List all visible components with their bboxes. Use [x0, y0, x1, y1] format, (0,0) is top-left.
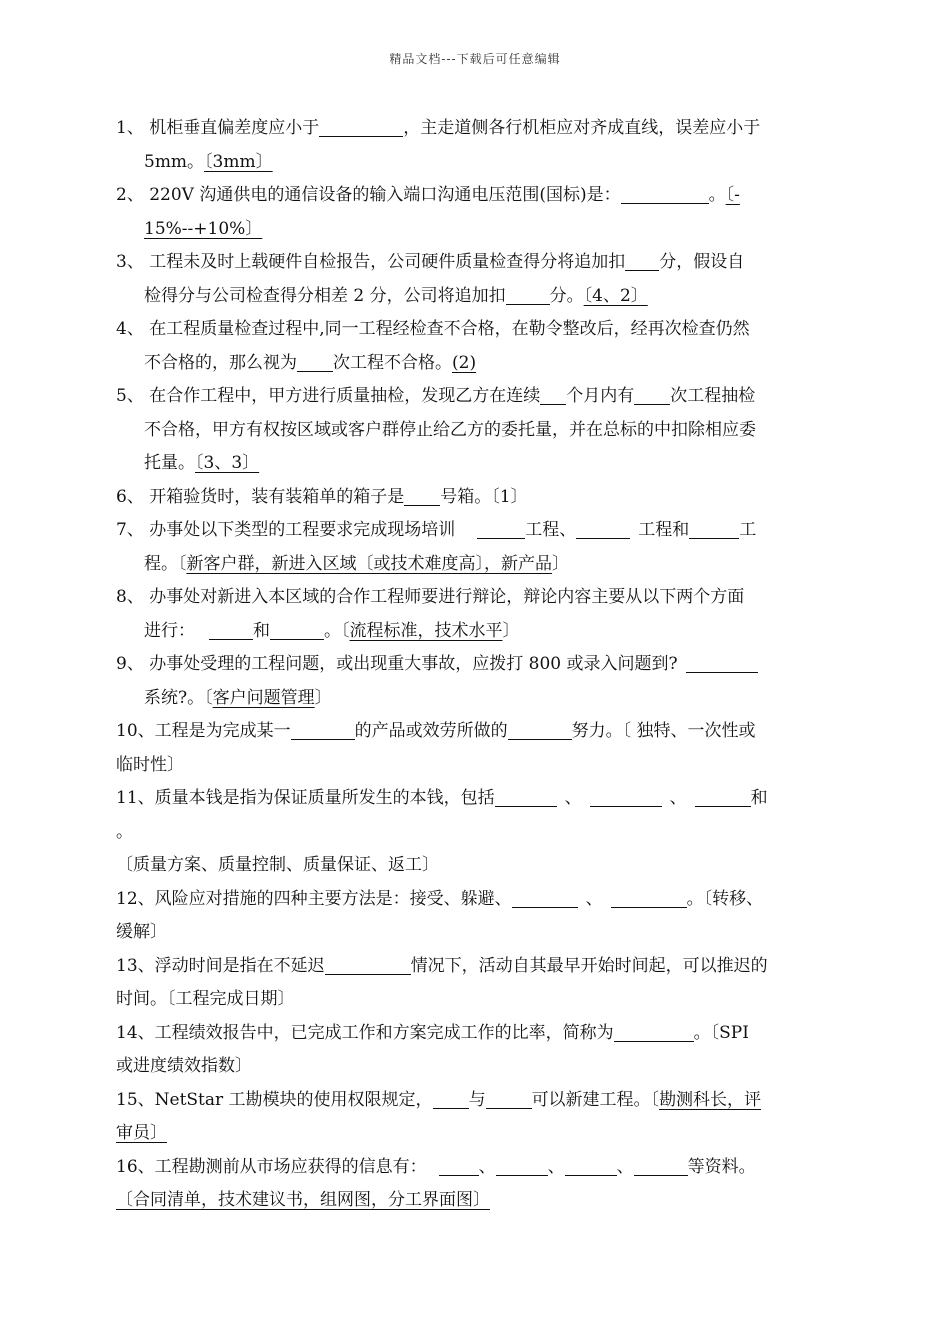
question-text: 办事处以下类型的工程要求完成现场培训	[149, 520, 456, 540]
answer-key: 〔4、2〕	[583, 285, 648, 306]
question-text: 临时性〕	[116, 754, 184, 775]
question-number: 7、	[116, 520, 144, 540]
question-text: 时间。〔工程完成日期〕	[116, 989, 295, 1009]
question-number: 13、	[116, 955, 155, 976]
question-text: 工	[739, 520, 757, 540]
question-text: 分。	[549, 285, 584, 306]
question-text: 工程勘测前从市场应获得的信息有：	[154, 1156, 427, 1177]
question-text: 号箱。〔1〕	[440, 486, 528, 507]
question-text: 不合格，甲方有权按区域或客户群停止给乙方的委托量，并在总标的中扣除相应委	[144, 419, 756, 440]
question-text: 5mm。	[144, 151, 205, 172]
answer-blank	[689, 518, 739, 539]
question-text: 。	[708, 185, 726, 205]
question-text: 〕	[552, 553, 569, 574]
question-7	[116, 514, 836, 581]
answer-key: 新客户群，新进入区域〔或技术难度高〕，新产品	[186, 553, 552, 574]
question-10	[116, 715, 836, 782]
question-text: NetStar 工勘模块的使用权限规定，	[154, 1089, 433, 1110]
answer-blank	[209, 619, 253, 640]
question-text: 质量本钱是指为保证质量所发生的本钱，包括	[154, 788, 495, 808]
answer-key: 流程标准，技术水平	[349, 620, 503, 641]
answer-blank	[495, 786, 557, 807]
answer-key: 客户问题管理	[212, 687, 315, 708]
question-text: 〕	[502, 620, 520, 641]
question-text: 的产品或效劳所做的	[354, 721, 508, 741]
question-text: 努力。〔 独特、一次性或	[571, 721, 756, 741]
question-6	[116, 481, 836, 515]
question-number: 3、	[116, 252, 144, 272]
answer-key: 〔-	[725, 185, 740, 205]
question-number: 12、	[116, 888, 155, 909]
question-text: ，主走道侧各行机柜应对齐成直线，误差应小于	[403, 118, 761, 138]
answer-blank	[439, 1155, 479, 1176]
answer-blank	[433, 1088, 469, 1109]
question-11	[116, 782, 836, 883]
question-text: 、	[585, 888, 603, 909]
question-text: 工程是为完成某一	[154, 721, 291, 741]
question-text: 或进度绩效指数〕	[116, 1056, 252, 1076]
question-text: 〕	[314, 687, 332, 708]
answer-key: 〔3、3〕	[195, 453, 260, 473]
answer-blank	[625, 250, 659, 271]
question-4	[116, 313, 836, 380]
page-header: 精品文档---下载后可任意编辑	[389, 52, 561, 66]
answer-blank	[634, 384, 670, 405]
question-text: 工程、	[525, 520, 577, 540]
answer-blank	[621, 183, 709, 204]
question-8	[116, 581, 836, 648]
question-text: 、	[669, 788, 687, 808]
question-text: 进行：	[144, 620, 195, 641]
question-number: 2、	[116, 185, 144, 205]
question-number: 4、	[116, 319, 144, 339]
question-text: 系统?。〔	[144, 687, 213, 708]
answer-key: 〔合同清单，技术建议书，组网图，分工界面图〕	[116, 1190, 490, 1210]
answer-blank	[611, 887, 687, 908]
answer-key: (2)	[452, 352, 477, 373]
answer-key: 勘测科长，评	[659, 1089, 762, 1110]
answer-blank	[512, 887, 578, 908]
question-text: 个月内有	[566, 386, 635, 406]
answer-blank	[297, 351, 333, 372]
answer-blank	[291, 719, 355, 740]
answer-key: 审员〕	[116, 1123, 167, 1143]
answer-blank	[319, 116, 403, 137]
question-text: 与	[468, 1089, 486, 1110]
question-text: 工程和	[638, 520, 690, 540]
question-text: 机柜垂直偏差度应小于	[149, 118, 320, 138]
answer-key: 15%--+10%〕	[144, 218, 263, 239]
question-text: 缓解〕	[116, 922, 167, 942]
question-number: 9、	[116, 654, 144, 674]
answer-blank	[614, 1021, 694, 1042]
answer-blank	[270, 619, 324, 640]
question-15	[116, 1084, 836, 1151]
question-text: 托量。	[144, 453, 195, 473]
question-text: 情况下，活动自其最早开始时间起，可以推迟的	[410, 955, 768, 976]
question-text: 、	[616, 1156, 634, 1177]
question-text: 。〔	[324, 620, 350, 641]
answer-blank	[506, 284, 550, 305]
question-text: 在合作工程中，甲方进行质量抽检，发现乙方在连续	[149, 386, 541, 406]
answer-key: 〔3mm〕	[204, 151, 273, 172]
answer-blank	[540, 384, 566, 405]
question-text: 在工程质量检查过程中,同一工程经检查不合格，在勒令整改后，经再次检查仍然	[149, 319, 750, 339]
question-number: 15、	[116, 1089, 155, 1110]
question-16	[116, 1151, 836, 1218]
answer-blank	[486, 1088, 532, 1109]
question-9	[116, 648, 836, 715]
question-text: 、	[478, 1156, 496, 1177]
question-13	[116, 950, 836, 1017]
question-number: 10、	[116, 721, 155, 741]
question-number: 14、	[116, 1022, 155, 1043]
question-1	[116, 112, 836, 179]
question-text: 不合格的，那么视为	[144, 352, 297, 373]
question-text: 220V 沟通供电的通信设备的输入端口沟通电压范围(国标)是：	[149, 185, 621, 205]
question-text: 开箱验货时，装有装箱单的箱子是	[149, 486, 405, 507]
answer-blank	[695, 786, 751, 807]
question-number: 8、	[116, 587, 144, 607]
question-text: 、	[564, 788, 582, 808]
answer-blank	[634, 1155, 688, 1176]
question-number: 1、	[116, 118, 144, 138]
question-text: 风险应对措施的四种主要方法是：接受、躲避、	[154, 888, 512, 909]
question-number: 11、	[116, 788, 155, 808]
question-text: 次工程抽检	[670, 386, 756, 406]
answer-blank	[686, 652, 758, 673]
question-list	[116, 112, 836, 1218]
answer-blank	[576, 518, 630, 539]
answer-blank	[565, 1155, 617, 1176]
question-text: 检得分与公司检查得分相差 2 分，公司将追加扣	[144, 285, 506, 306]
question-12	[116, 883, 836, 950]
question-text: 办事处受理的工程问题，或出现重大事故，应拨打 800 或录入问题到?	[149, 654, 678, 674]
question-2	[116, 179, 836, 246]
question-number: 5、	[116, 386, 144, 406]
question-text: 和	[750, 788, 768, 808]
question-text: 分，假设自	[659, 252, 745, 272]
answer-blank	[477, 518, 525, 539]
question-text: 次工程不合格。	[333, 352, 452, 373]
answer-blank	[508, 719, 572, 740]
question-text: 。〔SPI	[693, 1022, 749, 1043]
question-text: 和	[253, 620, 270, 641]
question-text: 。	[116, 821, 133, 842]
question-text: 浮动时间是指在不延迟	[154, 955, 325, 976]
question-text: 工程未及时上载硬件自检报告，公司硬件质量检查得分将追加扣	[149, 252, 626, 272]
answer-key: 〔质量方案、质量控制、质量保证、返工〕	[116, 855, 439, 875]
question-text: 可以新建工程。〔	[531, 1089, 660, 1110]
question-number: 6、	[116, 486, 144, 507]
answer-blank	[496, 1155, 548, 1176]
answer-blank	[590, 786, 662, 807]
question-text: 办事处对新进入本区域的合作工程师要进行辩论，辩论内容主要从以下两个方面	[149, 587, 745, 607]
question-3	[116, 246, 836, 313]
answer-blank	[325, 954, 411, 975]
question-text: 工程绩效报告中，已完成工作和方案完成工作的比率，简称为	[154, 1022, 614, 1043]
question-5	[116, 380, 836, 481]
question-text: 程。〔	[144, 553, 187, 574]
question-14	[116, 1017, 836, 1084]
question-number: 16、	[116, 1156, 155, 1177]
question-text: 。〔转移、	[686, 888, 764, 909]
question-text: 、	[547, 1156, 565, 1177]
answer-blank	[404, 485, 440, 506]
question-text: 等资料。	[687, 1156, 756, 1177]
